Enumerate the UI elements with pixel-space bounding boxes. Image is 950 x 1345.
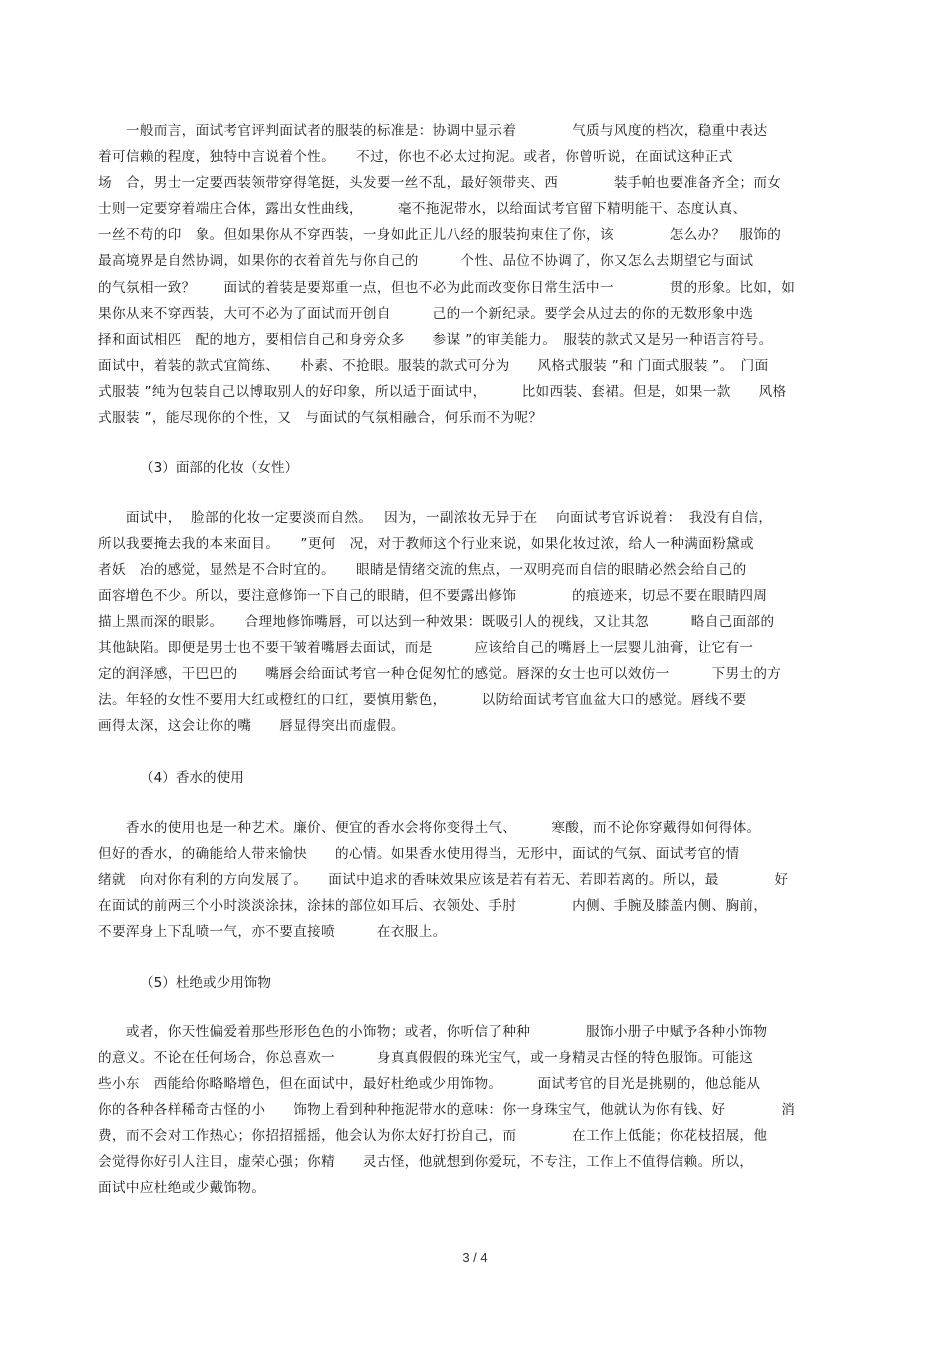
text-line: 绪就 向对你有利的方向发展了。 面试中追求的香味效果应该是若有若无、若即若离的。所以，最 好 [98, 872, 789, 888]
text-line: 不要浑身上下乱喷一气，亦不要直接喷 在衣服上。 [98, 924, 447, 940]
text-line: 或者，你天性偏爱着那些形形色色的小饰物；或者，你听信了种种 服饰小册子中赋予各种小饰物 [98, 1024, 768, 1040]
text-line: 的意义。不论在任何场合，你总喜欢一 身真真假假的珠光宝气，或一身精灵古怪的特色服饰。可能这 [98, 1050, 754, 1066]
text-line: 其他缺陷。即便是男士也不要干皱着嘴唇去面试，而是 应该给自己的嘴唇上一层婴儿油膏，让它有一 [98, 640, 754, 656]
text-line: 面试中，着装的款式宜简练、 朴素、不抢眼。服装的款式可分为 风格式服装 ”和 门面式服装 ”。 门面 [98, 358, 769, 374]
text-line: 者妖 冶的感觉，显然是不合时宜的。 眼睛是情绪交流的焦点，一双明亮而自信的眼睛必然会给自己的 [98, 562, 747, 578]
page-number: 3 / 4 [462, 1250, 488, 1265]
text-line: 定的润泽感，干巴巴的 嘴唇会给面试考官一种仓促匆忙的感觉。唇深的女士也可以效仿一 下男士的方 [98, 666, 782, 682]
section-heading-perfume: （4）香水的使用 [140, 770, 244, 786]
text-line: 面容增色不少。所以，要注意修饰一下自己的眼睛，但不要露出修饰 的痕迹来，切忌不要在眼睛四周 [98, 588, 768, 604]
text-line: 果你从来不穿西装，大可不必为了面试而开创自 己的一个新纪录。要学会从过去的你的无数形象中选 [98, 306, 754, 322]
text-line: 士则一定要穿着端庄合体，露出女性曲线， 毫不拖泥带水，以给面试考官留下精明能干、态度认真、 [98, 201, 747, 217]
text-line: 式服装 ”纯为包装自己以博取别人的好印象，所以适于面试中， 比如西装、套裙。但是，如果一款 风格 [98, 384, 787, 400]
text-line: 会觉得你好引人注目，虚荣心强；你精 灵古怪，他就想到你爱玩，不专注，工作上不值得信赖。所以， [98, 1154, 754, 1170]
text-line: 在面试的前两三个小时淡淡涂抹，涂抹的部位如耳后、衣领处、手肘 内侧、手腕及膝盖内侧、胸前， [98, 898, 768, 914]
text-line: 法。年轻的女性不要用大红或橙红的口红，要慎用紫色， 以防给面试考官血盆大口的感觉。唇线不要 [98, 692, 747, 708]
text-line: 些小东 西能给你略略增色，但在面试中，最好杜绝或少用饰物。 面试考官的目光是挑剔的，他总能从 [98, 1076, 761, 1092]
text-line: 着可信赖的程度，独特中言说着个性。 不过，你也不必太过拘泥。或者，你曾听说，在面试这种正式 [98, 149, 733, 165]
text-line: 但好的香水，的确能给人带来愉快 的心情。如果香水使用得当，无形中，面试的气氛、面试考官的情 [98, 846, 740, 862]
text-line: 面试中应杜绝或少戴饰物。 [98, 1180, 266, 1196]
text-line: 一丝不苟的印 象。但如果你从不穿西装，一身如此正儿八经的服装拘束住了你，该 怎么办？ 服饰的 [98, 227, 782, 243]
text-line: 所以我要掩去我的本来面目。 ”更何 况，对于教师这个行业来说，如果化妆过浓，给人一种满面粉黛或 [98, 536, 754, 552]
text-line: 描上黑而深的眼影。 合理地修饰嘴唇，可以达到一种效果：既吸引人的视线，又让其忽 略自己面部的 [98, 614, 775, 630]
text-line: 择和面试相匹 配的地方，要相信自己和身旁众多 参谋 ”的审美能力。 服装的款式又是另一种语言符号。 [98, 332, 773, 348]
text-line: 最高境界是自然协调，如果你的衣着首先与你自己的 个性、品位不协调了，你又怎么去期望它与面试 [98, 253, 754, 269]
section-heading-accessories: （5）杜绝或少用饰物 [140, 975, 271, 991]
text-line: 的气氛相一致？ 面试的着装是要郑重一点，但也不必为此而改变你日常生活中一 贯的形象。比如，如 [98, 280, 796, 296]
text-line: 你的各种各样稀奇古怪的小 饰物上看到种种拖泥带水的意味：你一身珠宝气，他就认为你有钱、好 消 [98, 1102, 796, 1118]
text-line: 费，而不会对工作热心；你招招摇摇，他会认为你太好打扮自己，而 在工作上低能；你花枝招展，他 [98, 1128, 768, 1144]
text-line: 面试中， 脸部的化妆一定要淡而自然。 因为，一副浓妆无异于在 向面试考官诉说着： 我没有自信， [98, 510, 773, 526]
section-heading-makeup: （3）面部的化妆（女性） [140, 460, 299, 476]
text-line: 一般而言，面试考官评判面试者的服装的标准是：协调中显示着 气质与风度的档次，稳重中表达 [98, 123, 768, 139]
text-line: 画得太深，这会让你的嘴 唇显得突出而虚假。 [98, 718, 405, 734]
text-line: 式服装 ”，能尽现你的个性，又 与面试的气氛相融合，何乐而不为呢？ [98, 410, 543, 426]
text-line: 香水的使用也是一种艺术。廉价、便宜的香水会将你变得土气、 寒酸，而不论你穿戴得如何得体。 [98, 820, 761, 836]
text-line: 场 合，男士一定要西装领带穿得笔挺，头发要一丝不乱，最好领带夹、西 装手帕也要准备齐全；而女 [98, 175, 782, 191]
